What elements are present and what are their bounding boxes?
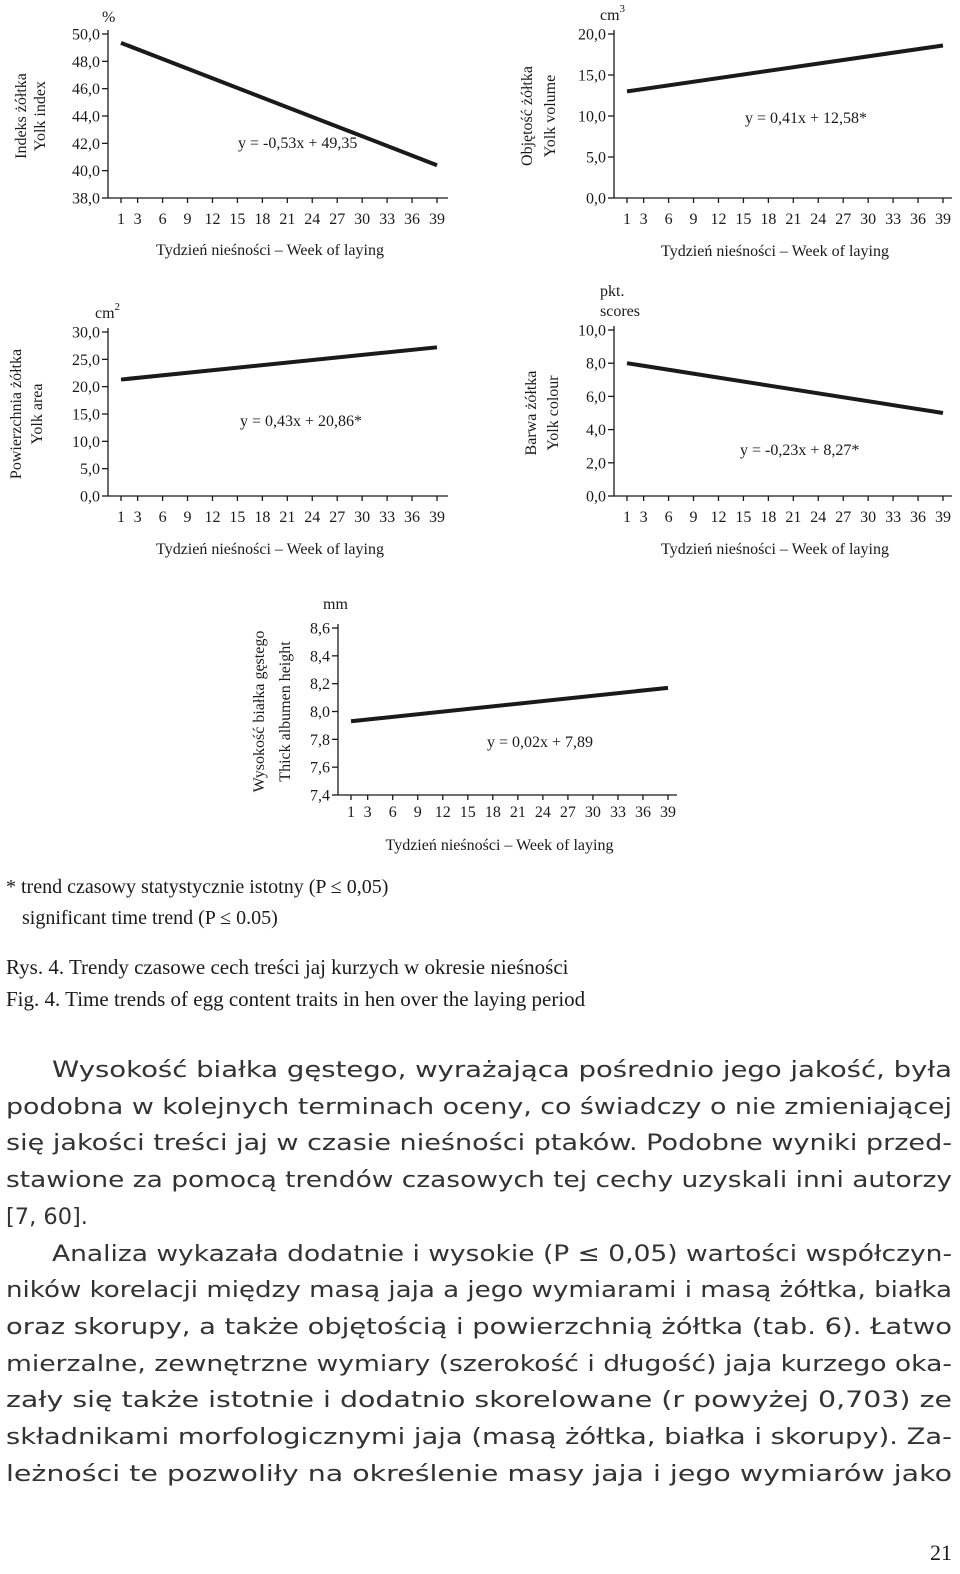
x-tick-label: 33: [885, 509, 902, 526]
trend-line: [121, 347, 437, 379]
y-axis-title: Powierzchnia żółtka: [8, 348, 25, 480]
x-tick-label: 18: [254, 509, 271, 526]
x-tick-label: 12: [434, 804, 451, 821]
y-axis-title: Objętość żółtka: [519, 66, 536, 166]
x-tick-label: 36: [404, 509, 421, 526]
y-tick-label: 8,0: [310, 704, 330, 721]
x-tick-label: 9: [183, 509, 192, 526]
x-tick-label: 30: [860, 509, 877, 526]
x-tick-label: 15: [735, 211, 752, 228]
x-tick-label: 39: [429, 509, 445, 526]
x-tick-label: 27: [835, 211, 852, 228]
y-tick-label: 42,0: [72, 135, 100, 153]
caption-pl: Rys. 4. Trendy czasowe cech treści jaj kurzych w okresie nieśności: [6, 955, 569, 979]
paragraph-line: zały się także istotnie i dodatnio skorelowane (r powyżej 0,703) ze: [6, 1387, 952, 1413]
x-tick-label: 27: [835, 509, 852, 526]
x-tick-label: 9: [689, 211, 698, 228]
x-axis-title: Tydzień nieśności – Week of laying: [661, 541, 889, 558]
x-tick-label: 30: [354, 211, 371, 228]
x-tick-label: 24: [810, 509, 827, 526]
y-tick-label: 50,0: [72, 26, 100, 44]
x-tick-label: 1: [623, 211, 631, 228]
x-tick-label: 21: [785, 211, 802, 228]
regression-equation: y = 0,43x + 20,86*: [240, 413, 363, 430]
x-tick-label: 21: [279, 509, 296, 526]
x-tick-label: 18: [760, 509, 777, 526]
x-tick-label: 18: [254, 211, 271, 228]
x-tick-label: 15: [459, 804, 476, 821]
x-tick-label: 3: [133, 211, 142, 228]
paragraph-line: składnikami morfologicznymi jaja (masą żółtka, białka i skorupy). Za-: [6, 1424, 952, 1450]
y-tick-label: 4,0: [586, 422, 606, 440]
x-tick-label: 30: [860, 211, 877, 228]
regression-equation: y = 0,02x + 7,89: [487, 734, 594, 751]
x-tick-label: 12: [710, 509, 727, 526]
y-tick-label: 20,0: [578, 26, 606, 44]
footnote: [6, 876, 388, 929]
x-tick-label: 39: [429, 211, 445, 228]
x-tick-label: 15: [229, 509, 246, 526]
x-axis-title: Tydzień nieśności – Week of laying: [661, 243, 889, 260]
x-tick-label: 6: [664, 211, 673, 228]
x-tick-label: 33: [379, 509, 396, 526]
x-tick-label: 24: [304, 509, 321, 526]
x-tick-label: 39: [935, 509, 951, 526]
trend-line: [351, 688, 668, 721]
y-tick-label: 30,0: [72, 324, 100, 342]
x-tick-label: 30: [584, 804, 601, 821]
y-tick-label: 8,0: [586, 355, 606, 373]
x-tick-label: 21: [785, 509, 802, 526]
paragraph-line: oraz skorupy, a także objętością i powierzchnią żółtka (tab. 6). Łatwo: [6, 1314, 952, 1340]
x-tick-label: 18: [484, 804, 501, 821]
page-number: 21: [930, 1540, 952, 1565]
x-tick-label: 1: [347, 804, 355, 821]
x-tick-label: 9: [689, 509, 698, 526]
chart-3: [8, 301, 448, 558]
paragraph-line: Wysokość białka gęstego, wyrażająca pośrednio jego jakość, była: [52, 1057, 952, 1083]
charts: [8, 3, 952, 854]
paragraph-line: mierzalne, zewnętrzne wymiary (szerokość i długość) jaja kurzego oka-: [6, 1351, 952, 1377]
figure-caption: [6, 955, 586, 1011]
paragraph-line: ników korelacji między masą jaja a jego wymiarami i masą żółtka, białka: [6, 1277, 952, 1303]
y-unit-label: mm: [323, 596, 348, 613]
x-tick-label: 12: [710, 211, 727, 228]
body-paragraph-1: [6, 1057, 952, 1230]
x-tick-label: 18: [760, 211, 777, 228]
regression-equation: y = -0,23x + 8,27*: [740, 442, 860, 459]
x-tick-label: 36: [910, 509, 927, 526]
y-axis-title: Yolk colour: [545, 375, 562, 451]
y-tick-label: 25,0: [72, 351, 100, 369]
paragraph-line: stawione za pomocą trendów czasowych tej cechy uzyskali inni autorzy: [6, 1167, 952, 1193]
x-tick-label: 3: [133, 509, 142, 526]
y-tick-label: 15,0: [72, 406, 100, 424]
y-axis-title: Yolk index: [32, 81, 49, 151]
y-unit-label: %: [102, 9, 116, 26]
y-tick-label: 15,0: [578, 67, 606, 85]
paragraph-line: się jakości treści jaj w czasie nieśności ptaków. Podobne wyniki przed-: [6, 1130, 952, 1156]
x-tick-label: 9: [183, 211, 192, 228]
y-unit-label: scores: [600, 303, 640, 320]
paragraph-line: podobna w kolejnych terminach oceny, co świadczy o nie zmieniającej: [6, 1094, 952, 1120]
y-tick-label: 7,8: [310, 731, 330, 749]
x-tick-label: 27: [329, 211, 346, 228]
y-axis-title: Barwa żółtka: [523, 370, 540, 456]
y-unit-label: pkt.: [600, 283, 625, 300]
regression-equation: y = 0,41x + 12,58*: [745, 110, 868, 127]
y-tick-label: 7,4: [310, 787, 330, 805]
trend-line: [627, 45, 943, 91]
x-tick-label: 36: [634, 804, 651, 821]
x-tick-label: 39: [935, 211, 951, 228]
x-tick-label: 6: [664, 509, 673, 526]
paragraph-line: [7, 60].: [6, 1204, 88, 1230]
y-tick-label: 6,0: [586, 388, 606, 406]
x-tick-label: 3: [639, 509, 648, 526]
x-tick-label: 21: [509, 804, 526, 821]
x-tick-label: 1: [117, 211, 125, 228]
y-tick-label: 46,0: [72, 81, 100, 99]
x-tick-label: 36: [404, 211, 421, 228]
chart-2: [519, 3, 952, 260]
x-tick-label: 6: [158, 211, 167, 228]
caption-en: Fig. 4. Time trends of egg content traits in hen over the laying period: [6, 987, 586, 1011]
y-tick-label: 0,0: [586, 488, 606, 506]
x-tick-label: 3: [363, 804, 372, 821]
x-tick-label: 12: [204, 509, 221, 526]
y-tick-label: 8,4: [310, 648, 330, 666]
x-axis-title: Tydzień nieśności – Week of laying: [385, 837, 614, 854]
paragraph-line: leżności te pozwoliły na określenie masy jaja i jego wymiarów jako: [6, 1461, 952, 1487]
y-tick-label: 44,0: [72, 108, 100, 126]
footnote-line-en: significant time trend (P ≤ 0.05): [22, 907, 278, 929]
y-axis-title: Yolk area: [29, 383, 46, 445]
x-tick-label: 3: [639, 211, 648, 228]
x-axis-title: Tydzień nieśności – Week of laying: [156, 242, 384, 259]
paragraph-line: Analiza wykazała dodatnie i wysokie (P ≤ 0,05) wartości współczyn-: [52, 1241, 952, 1267]
y-tick-label: 10,0: [578, 108, 606, 126]
y-tick-label: 38,0: [72, 190, 100, 208]
x-axis-title: Tydzień nieśności – Week of laying: [156, 541, 384, 558]
x-tick-label: 6: [388, 804, 397, 821]
chart-4: [523, 283, 952, 558]
x-tick-label: 33: [609, 804, 626, 821]
y-tick-label: 20,0: [72, 379, 100, 397]
y-tick-label: 5,0: [586, 149, 606, 167]
y-unit-label: $cm^2$: [95, 301, 121, 322]
chart-5: [251, 596, 677, 854]
y-tick-label: 0,0: [80, 488, 100, 506]
y-tick-label: 48,0: [72, 53, 100, 71]
x-tick-label: 1: [623, 509, 631, 526]
y-tick-label: 10,0: [72, 433, 100, 451]
x-tick-label: 6: [158, 509, 167, 526]
y-axis-title: Yolk volume: [542, 74, 559, 158]
x-tick-label: 33: [379, 211, 396, 228]
chart-1: [13, 9, 448, 259]
x-tick-label: 9: [413, 804, 422, 821]
x-tick-label: 24: [534, 804, 551, 821]
x-tick-label: 33: [885, 211, 902, 228]
y-tick-label: 8,2: [310, 676, 330, 694]
x-tick-label: 24: [810, 211, 827, 228]
y-tick-label: 7,6: [310, 759, 330, 777]
y-tick-label: 0,0: [586, 190, 606, 208]
x-tick-label: 24: [304, 211, 321, 228]
x-tick-label: 15: [229, 211, 246, 228]
y-tick-label: 10,0: [578, 322, 606, 340]
x-tick-label: 1: [117, 509, 125, 526]
y-axis-title: Thick albumen height: [277, 641, 294, 782]
y-axis-title: Indeks żółtka: [13, 73, 30, 159]
y-tick-label: 5,0: [80, 461, 100, 479]
x-tick-label: 39: [660, 804, 676, 821]
x-tick-label: 30: [354, 509, 371, 526]
y-unit-label: $cm^3$: [600, 3, 626, 24]
y-tick-label: 8,6: [310, 620, 330, 638]
x-tick-label: 27: [559, 804, 576, 821]
y-tick-label: 2,0: [586, 455, 606, 473]
trend-line: [627, 363, 943, 413]
body-paragraph-2: [6, 1241, 952, 1487]
x-tick-label: 27: [329, 509, 346, 526]
x-tick-label: 15: [735, 509, 752, 526]
y-tick-label: 40,0: [72, 163, 100, 181]
y-axis-title: Wysokość białka gęstego: [251, 630, 268, 793]
footnote-line-pl: * trend czasowy statystycznie istotny (P ≤ 0,05): [6, 876, 389, 898]
x-tick-label: 36: [910, 211, 927, 228]
x-tick-label: 21: [279, 211, 296, 228]
regression-equation: y = -0,53x + 49,35: [238, 135, 358, 152]
x-tick-label: 12: [204, 211, 221, 228]
